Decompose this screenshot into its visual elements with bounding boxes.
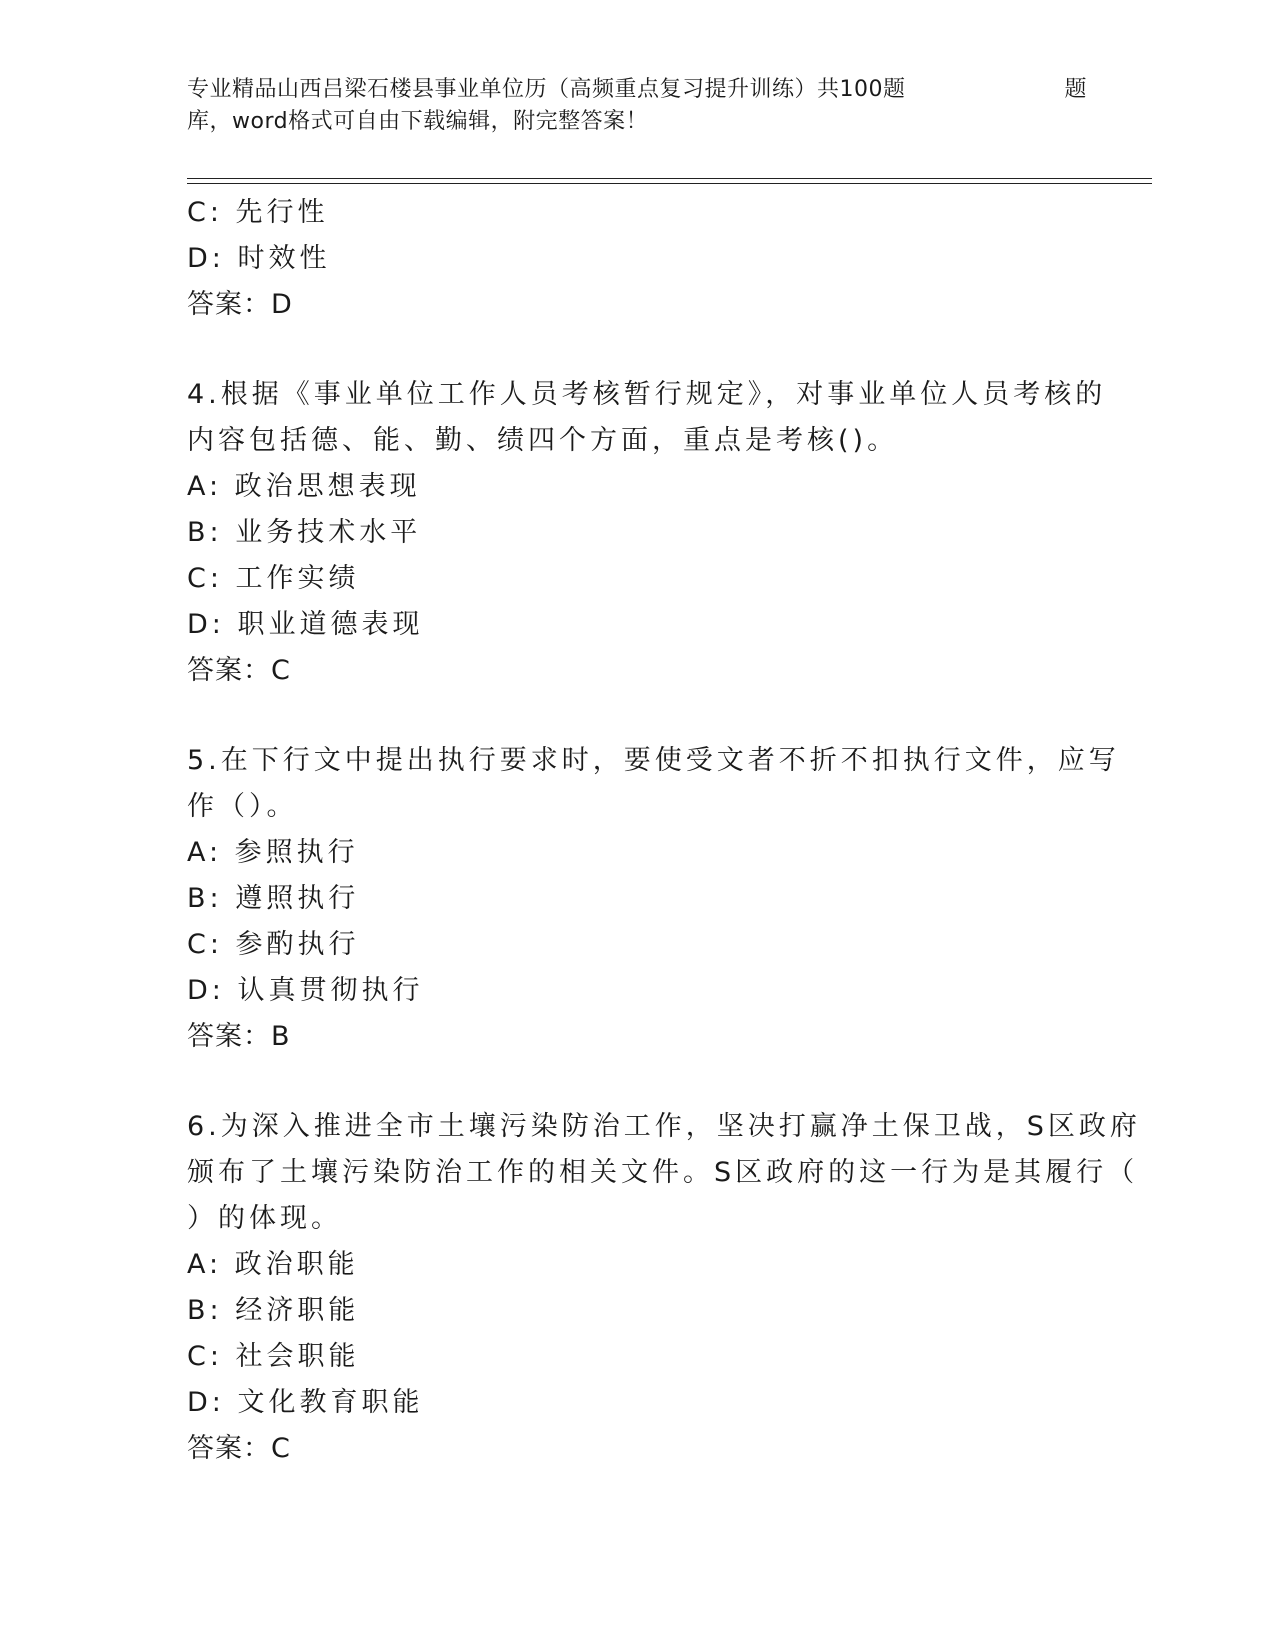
question-text-line: 内容包括德、能、勤、绩四个方面，重点是考核()。 [187, 425, 899, 456]
page-header [187, 74, 1087, 138]
option-c: C: 参酌执行 [187, 929, 360, 960]
header-rule-top [187, 178, 1152, 179]
question-text-line: 作（）。 [187, 791, 298, 822]
prev-question-tail [187, 190, 1087, 328]
option-c: C: 工作实绩 [187, 563, 360, 594]
question-text-line: 5.在下行文中提出执行要求时，要使受文者不折不扣执行文件，应写 [187, 745, 1120, 776]
question-text-line: 4.根据《事业单位工作人员考核暂行规定》，对事业单位人员考核的 [187, 379, 1107, 410]
header-title-wrap: 题 [1064, 77, 1087, 102]
question-6 [187, 1104, 1141, 1472]
option-b: B: 遵照执行 [187, 883, 360, 914]
header-line-2: 库，word格式可自由下载编辑，附完整答案！ [187, 109, 649, 134]
option-b: B: 经济职能 [187, 1295, 360, 1326]
option-b: B: 业务技术水平 [187, 517, 422, 548]
option-c: C: 社会职能 [187, 1341, 360, 1372]
question-text-line: 颁布了土壤污染防治工作的相关文件。S区政府的这一行为是其履行（ [187, 1157, 1139, 1188]
option-a: A: 政治思想表现 [187, 471, 421, 502]
question-4 [187, 372, 1107, 694]
option-a: A: 政治职能 [187, 1249, 359, 1280]
header-rule-bottom [187, 183, 1152, 184]
option-d: D: 时效性 [187, 243, 331, 274]
answer: 答案：C [187, 655, 291, 686]
header-title: 专业精品山西吕梁石楼县事业单位历（高频重点复习提升训练）共100题 [187, 77, 906, 102]
question-text-line: 6.为深入推进全市土壤污染防治工作，坚决打赢净土保卫战，S区政府 [187, 1111, 1141, 1142]
answer: 答案：B [187, 1021, 291, 1052]
answer: 答案：C [187, 1433, 291, 1464]
answer: 答案：D [187, 289, 293, 320]
question-text-line: ）的体现。 [187, 1203, 342, 1234]
option-d: D: 认真贯彻执行 [187, 975, 424, 1006]
question-content [187, 190, 1141, 1472]
option-d: D: 文化教育职能 [187, 1387, 424, 1418]
option-c: C: 先行性 [187, 197, 329, 228]
question-5 [187, 738, 1120, 1060]
option-d: D: 职业道德表现 [187, 609, 424, 640]
header-line-1 [187, 74, 1087, 106]
option-a: A: 参照执行 [187, 837, 359, 868]
